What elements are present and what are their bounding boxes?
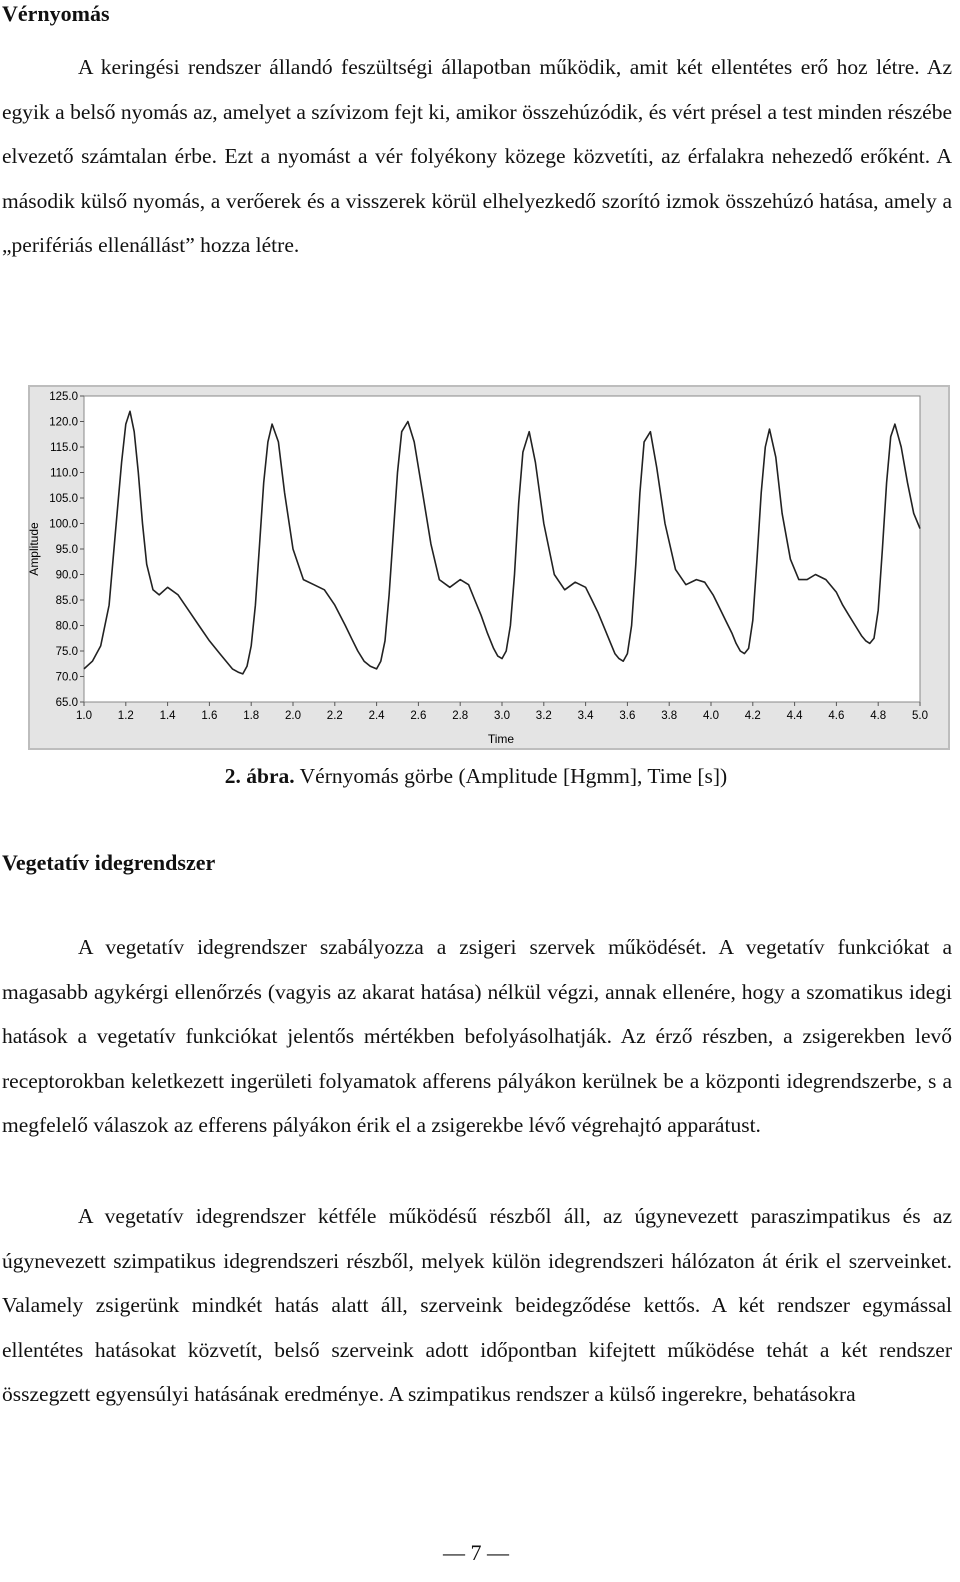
x-tick-label: 1.6 — [201, 710, 218, 722]
x-tick-label: 4.6 — [828, 710, 845, 722]
x-tick-label: 1.2 — [117, 710, 134, 722]
x-tick-label: 3.2 — [535, 710, 552, 722]
y-tick-label: 105.0 — [49, 493, 78, 505]
y-tick-label: 120.0 — [49, 416, 78, 429]
plot-area — [84, 396, 920, 702]
x-tick-label: 4.0 — [703, 710, 719, 722]
x-tick-label: 3.8 — [661, 710, 678, 722]
y-tick-label: 80.0 — [55, 620, 78, 633]
y-tick-label: 125.0 — [49, 391, 78, 403]
section-title-vernyomas: Vérnyomás — [2, 1, 110, 26]
y-tick-label: 100.0 — [49, 518, 78, 531]
x-tick-label: 3.0 — [494, 710, 510, 722]
y-tick-label: 70.0 — [55, 671, 78, 684]
body-paragraph-vegetativ-2: A vegetatív idegrendszer kétféle működésű részből áll, az úgynevezett paraszimpatikus és az úgynevezett szimpatikus idegrendszeri részből, melyek külön idegrendszeri hálózaton át érik el szerveinket. Valamely zsigerünk mindkét hatás alatt áll, szerveink beidegződése kettős. A két rendszer egymással ellentétes hatásokat közvetít, belső szerveink adott időpontban kifejtett működése tehát a két rendszer összegzett egyensúlyi hatásának eredménye. A szimpatikus rendszer a külső ingerekre, behatásokra — [2, 1204, 952, 1407]
body-paragraph-vegetativ-1: A vegetatív idegrendszer szabályozza a zsigeri szervek működését. A vegetatív funkciókat a magasabb agykérgi ellenőrzés (vagyis az akarat hatása) nélkül végzi, annak ellenére, hogy a szomatikus idegi hatások a vegetatív funkciókat jelentős mértékben befolyásolhatják. Az érző részben, a zsigerekben levő receptorokban keletkezett ingerületi folyamatok afferens pályákon kerülnek be a központi idegrendszerbe, s a megfelelő válaszok az efferens pályákon érik el a zsigerekbe lévő végrehajtó apparátust. — [2, 935, 952, 1138]
x-tick-label: 2.6 — [410, 710, 427, 722]
y-tick-label: 85.0 — [55, 595, 78, 607]
x-tick-label: 5.0 — [912, 710, 928, 722]
chart-svg — [28, 385, 950, 750]
figure-label: 2. ábra. — [224, 764, 295, 788]
x-axis-label: Time — [487, 732, 515, 746]
x-tick-label: 1.4 — [159, 710, 176, 722]
y-tick-label: 65.0 — [55, 697, 78, 709]
y-tick-label: 75.0 — [55, 646, 78, 658]
y-axis-label: Amplitude — [28, 522, 41, 576]
y-tick-label: 115.0 — [50, 442, 78, 454]
section-title-vegetativ: Vegetatív idegrendszer — [2, 850, 216, 875]
x-tick-label: 2.2 — [326, 710, 343, 722]
y-tick-label: 90.0 — [55, 569, 78, 582]
x-tick-label: 1.0 — [76, 710, 92, 722]
x-tick-label: 4.2 — [744, 710, 761, 722]
x-tick-label: 1.8 — [243, 710, 260, 722]
page-number: — 7 — — [443, 1540, 509, 1565]
x-tick-label: 2.4 — [368, 710, 385, 722]
body-paragraph-vernyomas: A keringési rendszer állandó feszültségi állapotban működik, amit két ellentétes erő hoz létre. Az egyik a belső nyomás az, amelyet a szívizom fejt ki, amikor összehúzódik, és vért présel a test minden részébe elvezető számtalan érbe. Ezt a nyomást a vér folyékony közege közvetíti, az érfalakra nehezedő erőként. A második külső nyomás, a verőerek és a visszerek körül elhelyezkedő szorító izmok összehúzó hatása, amely a „perifériás ellenállást” hozza létre. — [2, 55, 952, 258]
x-tick-label: 4.8 — [870, 710, 887, 722]
x-tick-label: 2.0 — [285, 710, 301, 722]
x-tick-label: 3.6 — [619, 710, 636, 722]
figure-caption-text: Vérnyomás görbe (Amplitude [Hgmm], Time [s]) — [294, 764, 728, 788]
x-tick-label: 3.4 — [577, 710, 594, 722]
y-tick-label: 110.0 — [50, 467, 78, 480]
y-tick-label: 95.0 — [55, 544, 78, 556]
figure-caption — [0, 764, 952, 789]
blood-pressure-chart — [28, 385, 950, 750]
x-tick-label: 4.4 — [786, 710, 803, 722]
x-tick-label: 2.8 — [452, 710, 469, 722]
